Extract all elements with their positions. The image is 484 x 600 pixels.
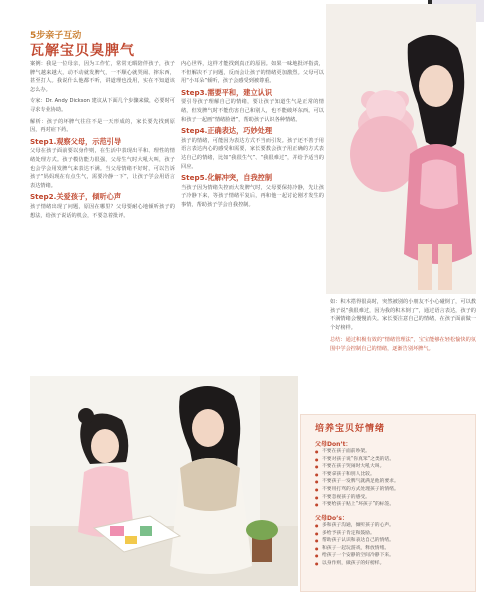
article-column-1 <box>30 60 175 360</box>
article-column-2 <box>181 60 324 360</box>
paragraph: 专家：Dr. Andy Dickson 建议从下面几个步骤来做，必要时可寻求专业协助。 <box>30 98 175 113</box>
donts-heading: 父母Don’t： <box>315 441 352 448</box>
step-5-text: 当孩子因为情绪失控而大发脾气时，父母要保持冷静，先让孩子冷静下来，等孩子情绪平复后，再和他一起讨论刚才发生的事情，帮助孩子学会自我控制。 <box>181 184 324 208</box>
step-1-heading: Step1.观察父母，示范引导 <box>30 136 122 146</box>
list-item: ● 给孩子一个安静的空间冷静下来。 <box>315 552 471 560</box>
dos-heading: 父母Do’s： <box>315 515 348 522</box>
step-4-text: 孩子的情绪，可能因为表达方式不当而引发。孩子还不善于用语言表达内心的感受和需要，家长要教会孩子用正确的方式表达自己的情绪，比如“我很生气”、“我很难过”，并给予适当的回应。 <box>181 137 324 170</box>
tips-box <box>300 414 476 592</box>
list-item: ● 和孩子一起玩游戏，释放情绪。 <box>315 545 471 553</box>
step-3-text: 要引导孩子理解自己的情绪，要让孩子知道生气是正常的情绪，但发脾气时不能伤害自己和别人，也不能破坏东西。可以和孩子一起画“情绪脸谱”，帮助孩子认识各种情绪。 <box>181 99 324 123</box>
step-2-text: 孩子情绪出现了问题，原因在哪里？父母要耐心地倾听孩子的想法，给孩子说话的机会，不要急着批评。 <box>30 203 175 219</box>
list-item: ● 不要在孩子面前吵架。 <box>315 448 471 456</box>
photo-mother-and-daughter-reading <box>30 376 298 586</box>
section-kicker: 5步亲子互动 <box>30 31 82 41</box>
list-item: ● 多和孩子沟通，倾听孩子的心声。 <box>315 522 471 530</box>
step-1-text: 父母在孩子面前要以身作则，在生活中表现出平和、理性的情绪处理方式。孩子模仿能力很强，父母生气时大吼大叫，孩子也会学会用发脾气来表达不满。当父母情绪不好时，可以告诉孩子“妈妈现在有点生气，需要冷静一下”，让孩子学会用语言表达情绪。 <box>30 148 175 189</box>
paragraph: 案例：我是一位母亲，因为工作忙，常常无暇陪伴孩子，孩子脾气越来越大，动不动就发脾气，一不顺心就哭闹、摔东西，甚至打人。我说什么他都不听，讲道理也没用，实在不知道该怎么办。 <box>30 61 175 93</box>
step-2-heading: Step2.关爱孩子，倾听心声 <box>30 192 122 202</box>
list-item: ● 不要孩子一发脾气就满足他的要求。 <box>315 478 471 486</box>
paragraph: 内心世界，这样才能找到真正的原因。如果一味地批评指责，不但解决不了问题，反而会让孩子的情绪更加激烈。父母可以用“小耳朵”倾听，孩子会感受到被尊重。 <box>181 61 324 85</box>
dos-list <box>315 522 471 568</box>
list-item: ● 以身作则，做孩子的好榜样。 <box>315 560 471 568</box>
list-item: ● 多给予孩子肯定和鼓励。 <box>315 530 471 538</box>
step-5-heading: Step5.化解冲突，自我控制 <box>181 173 273 183</box>
paragraph: 如：积木搭得很高时，突然被别的小朋友不小心碰倒了，可以教孩子说“我很难过，因为我的积木倒了”，通过语言表达，孩子的不满情绪会慢慢消失。家长要注意自己的情绪，在孩子面前做一个好榜样。 <box>330 299 476 331</box>
list-item: ● 不要给孩子贴上“坏孩子”的标签。 <box>315 501 471 509</box>
paragraph: 解析：孩子的坏脾气往往不是一天形成的，家长要先找到原因，再对症下药。 <box>30 118 175 134</box>
summary-paragraph: 总结：通过积极有效的“情绪管理法”，宝宝能够在轻松愉快的氛围中学会控制自己的情绪，逐渐告别坏脾气。 <box>330 337 476 352</box>
page-title: 瓦解宝贝臭脾气 <box>30 43 135 59</box>
list-item: ● 不要忽视孩子的感受。 <box>315 494 471 502</box>
donts-list <box>315 448 471 509</box>
tips-title: 培养宝贝好情绪 <box>315 424 386 434</box>
list-item: ● 帮助孩子认识和表达自己的情绪。 <box>315 537 471 545</box>
list-item: ● 不要在孩子哭闹时大吼大叫。 <box>315 463 471 471</box>
step-3-heading: Step3.需要平和，建立认识 <box>181 87 273 97</box>
step-4-heading: Step4.正确表达，巧妙处理 <box>181 126 273 136</box>
photo-girl-with-teddy-bear <box>326 4 476 294</box>
article-column-3 <box>330 298 476 358</box>
list-item: ● 不要对孩子说“你真笨”之类的话。 <box>315 456 471 464</box>
list-item: ● 不要用打骂的方式处理孩子的情绪。 <box>315 486 471 494</box>
list-item: ● 不要拿孩子和别人比较。 <box>315 471 471 479</box>
